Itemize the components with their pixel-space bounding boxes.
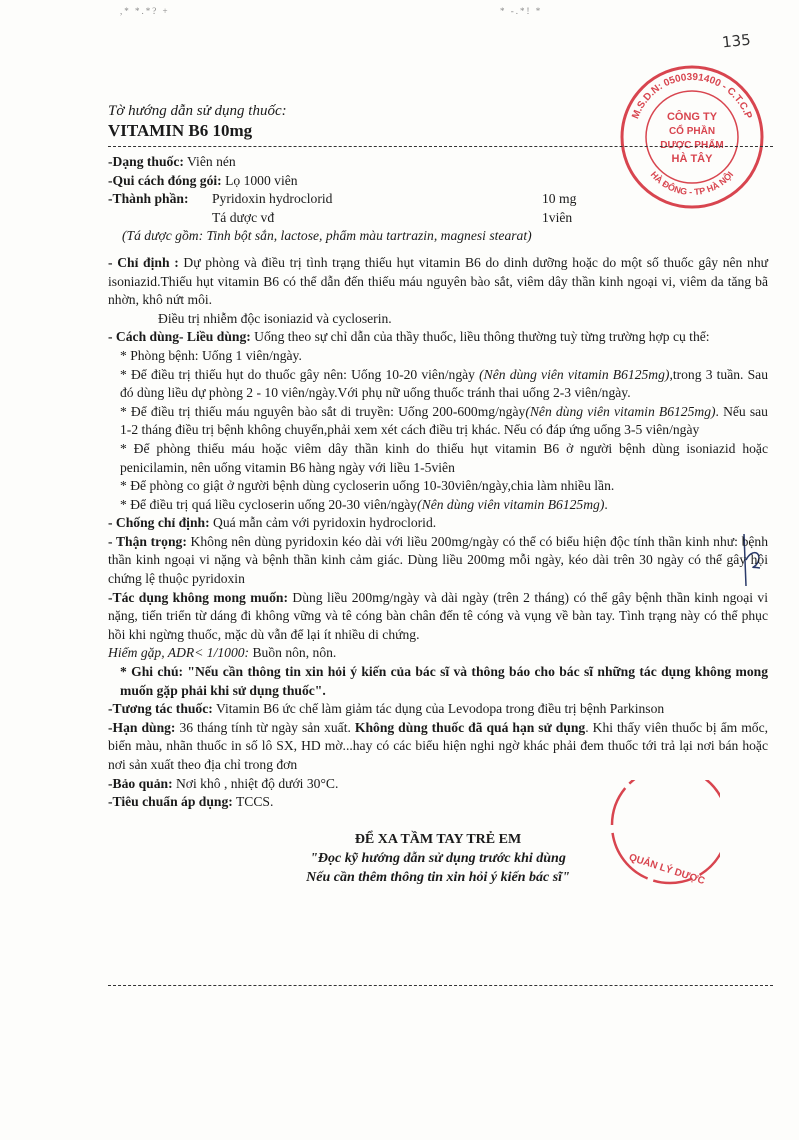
section-text: Lọ 1000 viên — [221, 172, 298, 188]
scan-mark: ,* *.*? + — [120, 6, 170, 16]
section-label: -Bảo quản: — [108, 775, 173, 791]
dosage-item: * Để điều trị thiếu hụt do thuốc gây nên: Uống 10-20 viên/ngày (Nên dùng viên vitamin B6125mg),trong 3 tuần. Sau đó dùng liều dự phòng 2 - 10 viên/ngày.Với phụ nữ uống thuốc tránh thai uống 2-3 viên/ngày. — [120, 366, 769, 401]
footer-line: Nếu cần thêm thông tin xin hỏi ý kiến bác sĩ" — [306, 869, 570, 885]
section-label: -Tiêu chuẩn áp dụng: — [108, 794, 233, 810]
section-text: Dự phòng và điều trị tình trạng thiếu hụt vitamin B6 do dinh dưỡng hoặc do một số thuốc gây nên như isoniazid.Thiếu hụt vitamin B6 có thể dẫn đến thiếu máu nguyên bào sắt, viêm dây thần kinh ngoại vi, viêm da tăng bã nhờn, khô nứt môi. — [108, 254, 768, 308]
indication — [108, 254, 768, 310]
stamp-line: CỔ PHẦN — [668, 126, 716, 137]
section-label: -Thành phần: — [108, 191, 189, 207]
section-label: -Qui cách đóng gói: — [108, 172, 222, 188]
dosage-item: * Để phòng co giật ở người bệnh dùng cycloserin uống 10-30viên/ngày,chia làm nhiều lần. — [120, 478, 615, 494]
section-text: Viên nén — [183, 154, 236, 169]
section-label: -Tương tác thuốc: — [108, 701, 213, 717]
section-label: - Cách dùng- Liều dùng: — [108, 329, 251, 345]
indication-extra: Điều trị nhiễm độc isoniazid và cycloserin. — [158, 310, 392, 326]
packaging — [108, 172, 768, 191]
section-text: Buồn nôn, nôn. — [249, 645, 337, 661]
section-text: Vitamin B6 ức chế làm giảm tác dụng của Levodopa trong điều trị bệnh Parkinson — [212, 701, 665, 717]
interactions — [108, 700, 768, 719]
dosage-item: * Phòng bệnh: Uống 1 viên/ngày. — [120, 347, 302, 363]
stamp-line: HÀ TÂY — [671, 153, 713, 165]
ingredient-name: Tá dược vđ — [212, 209, 275, 225]
section-label: -Tác dụng không mong muốn: — [108, 589, 288, 605]
section-text: TCCS. — [232, 794, 274, 810]
footer-warning: ĐỂ XA TẦM TAY TRẺ EM — [354, 831, 522, 847]
expiry — [108, 719, 768, 775]
section-text: Uống theo sự chỉ dẫn của thầy thuốc, liều thông thường tuỳ từng trường hợp cụ thể: — [250, 329, 710, 345]
stamp-line: DƯỢC PHẨM — [660, 140, 724, 151]
section-text: Nơi khô , nhiệt độ dưới 30°C. — [172, 775, 339, 791]
side-effects — [108, 589, 768, 645]
stamp-bottom-text: HÀ ĐÔNG - TP HÀ NỘI — [648, 169, 736, 198]
dosage-note: (Nên dùng viên vitamin B6125mg) — [479, 366, 670, 382]
divider — [108, 985, 773, 986]
contraindication — [108, 514, 768, 533]
rare-effects — [108, 644, 768, 663]
section-label: -Dạng thuốc: — [108, 154, 184, 169]
dosage — [108, 328, 768, 347]
dosage-form — [108, 153, 768, 172]
section-label: - Chỉ định : — [108, 254, 179, 270]
section-text: Quá mẫn cảm với pyridoxin hydroclorid. — [209, 515, 437, 531]
section-text: Dùng liều 200mg/ngày và dài ngày (trên 2 tháng) có thể gây bệnh thần kinh ngoại vi nặng, tiến triển từ dáng đi không vững và tê cóng bàn chân đến tê cóng và vụng về bàn tay. Tình trạng này có thể phục hồi khi ngừng thuốc, mặc dù vẫn để lại ít nhiều di chứng. — [108, 589, 769, 642]
dosage-note: (Nên dùng viên vitamin B6125mg) — [525, 403, 716, 419]
note: * Ghi chú: "Nếu cần thông tin xin hỏi ý kiến của bác sĩ và thông báo cho bác sĩ những tác dụng không mong muốn gặp phải khi sử dụng thuốc". — [120, 664, 768, 698]
section-label: - Thận trọng: — [108, 533, 187, 549]
section-label: -Hạn dùng: — [108, 719, 176, 735]
section-text: Không nên dùng pyridoxin kéo dài với liều 200mg/ngày có thể có biểu hiện độc tính thần kinh như: bệnh thần kinh ngoại vi nặng và bệnh thần kinh cảm giác. Dùng liều 200mg mỗi ngày, kéo dài trên 30 ngày có thể gây hội chứng lệ thuộc pyridoxin — [108, 533, 768, 587]
divider — [108, 146, 773, 147]
section-label: Hiếm gặp, ADR< 1/1000: — [108, 645, 250, 661]
excipients-note: (Tá dược gồm: Tinh bột sắn, lactose, phẩm màu tartrazin, magnesi stearat) — [122, 228, 532, 244]
section-label: - Chống chỉ định: — [108, 515, 210, 531]
stamp-ring-text: M.S.D.N: 0500391400 - C.T.C.P — [630, 71, 754, 121]
footer — [108, 830, 768, 887]
dosage-item: * Để phòng thiếu máu hoặc viêm dây thần kinh do thiếu hụt vitamin B6 ở người bệnh dùng isoniazid hoặc penicilamin, nên uống vitamin B6 hàng ngày với liều 1-5viên — [120, 440, 768, 475]
stamp-line: CÔNG TY — [666, 111, 718, 123]
ingredient-qty: 1viên — [542, 209, 573, 225]
ingredient-qty: 10 mg — [542, 191, 577, 207]
composition-row — [108, 190, 768, 209]
expiry-warning: Không dùng thuốc đã quá hạn sử dụng — [354, 719, 586, 735]
doc-title: VITAMIN B6 10mg — [108, 121, 253, 140]
dosage-item: * Để điều trị quá liều cycloserin uống 20-30 viên/ngày(Nên dùng viên vitamin B6125mg). — [120, 496, 608, 512]
composition-row — [108, 209, 768, 228]
document-body — [108, 102, 768, 887]
precautions — [108, 533, 768, 589]
dosage-item: * Để điều trị thiếu máu nguyên bào sắt di truyền: Uống 200-600mg/ngày(Nên dùng viên vitamin B6125mg). Nếu sau 1-2 tháng điều trị bệnh không chuyển,phải xem xét cách điều trị khác. Nếu có đáp ứng uống 3-5 viên/ngày — [120, 403, 768, 438]
ingredient-name: Pyridoxin hydroclorid — [212, 191, 333, 207]
section-text: . Khi thấy viên thuốc bị ẩm mốc, biến màu, nhãn thuốc in số lô SX, HD mờ...hay có các biểu hiện nghi ngờ khác phải đem thuốc tới trả lại nơi bán hoặc nơi sản xuất theo địa chỉ trong đơn — [108, 719, 768, 772]
standard — [108, 793, 768, 812]
dosage-note: (Nên dùng viên vitamin B6125mg) — [417, 496, 605, 512]
doc-subtitle: Tờ hướng dẫn sử dụng thuốc: — [108, 103, 287, 119]
storage — [108, 775, 768, 794]
stamp2-text: QUẢN LÝ DƯỢC — [627, 852, 707, 888]
page-number: 135 — [721, 30, 752, 52]
section-text: 36 tháng tính từ ngày sản xuất. — [175, 719, 355, 735]
footer-line: "Đọc kỹ hướng dẫn sử dụng trước khi dùng — [310, 850, 566, 866]
scan-mark: * -.*! * — [500, 6, 543, 16]
